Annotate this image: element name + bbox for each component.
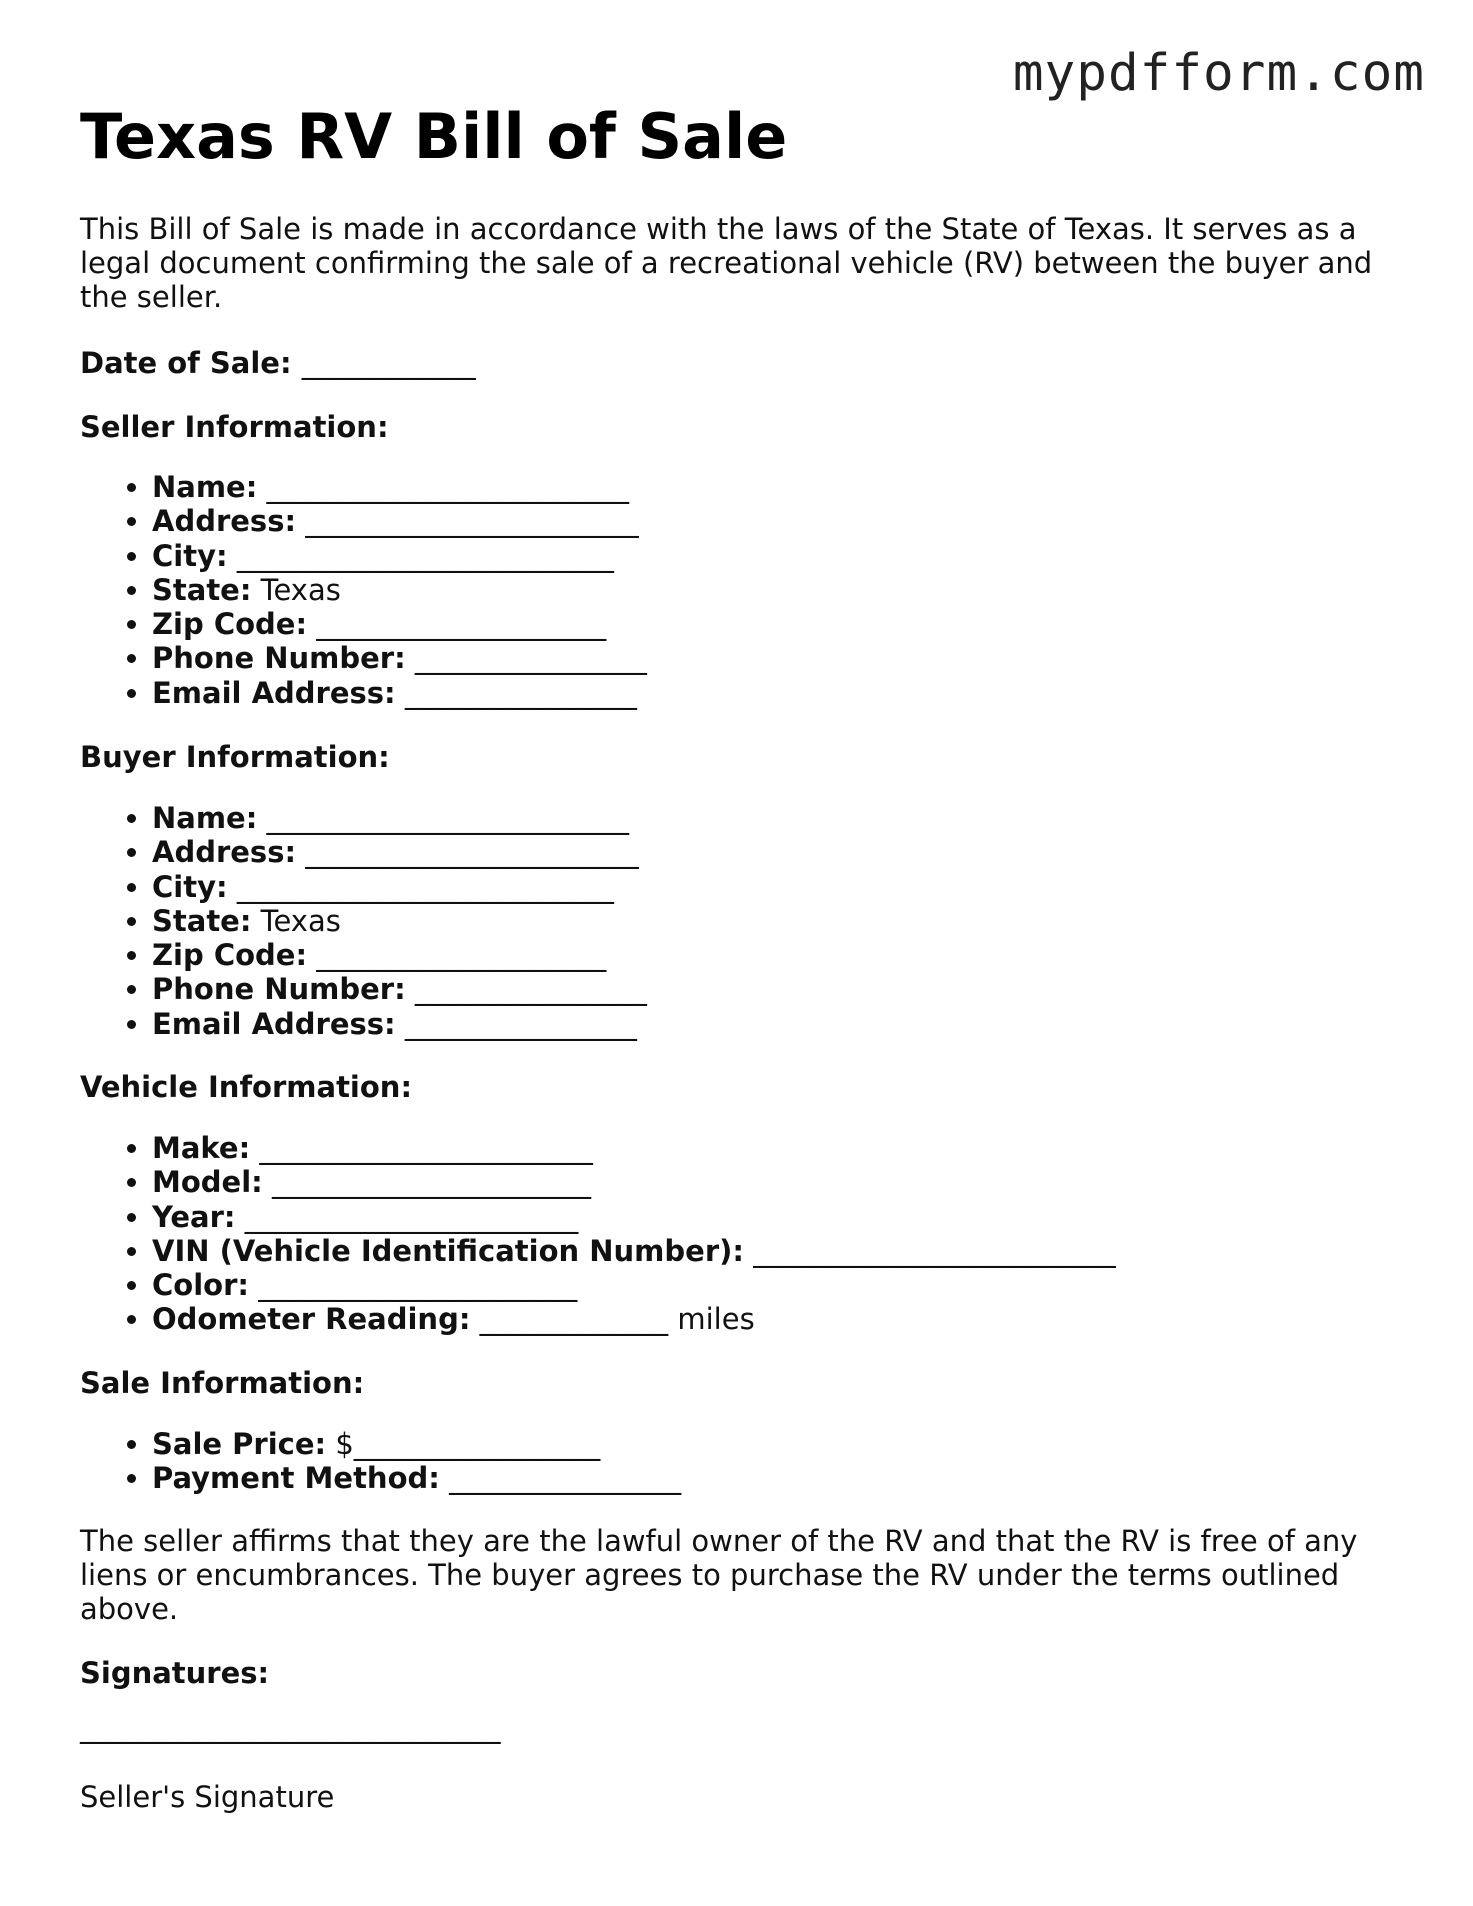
field-label: Phone Number: xyxy=(152,641,406,676)
field-label: Model: xyxy=(152,1165,263,1200)
list-item xyxy=(152,1234,1116,1268)
seller-heading: Seller Information: xyxy=(80,410,389,444)
list-item xyxy=(152,539,647,573)
field-label: Address: xyxy=(152,835,297,870)
seller-city-blank[interactable]: __________________________ xyxy=(236,538,614,573)
seller-state-value: Texas xyxy=(260,572,341,607)
field-label: Odometer Reading: xyxy=(152,1302,471,1337)
list-item xyxy=(152,801,647,835)
vehicle-model-blank[interactable]: ______________________ xyxy=(271,1165,591,1200)
sale-price-blank[interactable]: $_________________ xyxy=(335,1427,601,1461)
field-label: Email Address: xyxy=(152,1006,396,1041)
buyer-phone-blank[interactable]: ________________ xyxy=(414,972,647,1007)
vehicle-make-blank[interactable]: _______________________ xyxy=(259,1131,593,1165)
list-item xyxy=(152,870,647,904)
list-item xyxy=(152,1200,1116,1234)
intro-paragraph: This Bill of Sale is made in accordance with the laws of the State of Texas. It serves as a legal document confirming the sale of a recreational vehicle (RV) between the buyer and the seller. xyxy=(80,212,1373,314)
field-label: Zip Code: xyxy=(152,938,308,973)
seller-signature-line[interactable]: _____________________________ xyxy=(80,1710,501,1744)
list-item xyxy=(152,835,647,869)
buyer-zip-blank[interactable]: ____________________ xyxy=(316,938,607,973)
vehicle-year-blank[interactable]: _______________________ xyxy=(244,1199,579,1234)
seller-signature-label: Seller's Signature xyxy=(80,1780,335,1814)
buyer-email-blank[interactable]: ________________ xyxy=(404,1006,637,1041)
field-label: Zip Code: xyxy=(152,607,308,642)
seller-zip-blank[interactable]: ____________________ xyxy=(316,607,607,642)
field-label: Name: xyxy=(152,470,258,504)
list-item xyxy=(152,1165,1116,1199)
field-label: VIN (Vehicle Identification Number): xyxy=(152,1233,744,1268)
field-label: Address: xyxy=(152,504,297,539)
vehicle-heading: Vehicle Information: xyxy=(80,1070,413,1104)
buyer-heading: Buyer Information: xyxy=(80,740,390,774)
field-label: City: xyxy=(152,538,228,573)
list-item xyxy=(152,1302,1116,1336)
list-item xyxy=(152,573,647,607)
field-label: Year: xyxy=(152,1199,236,1234)
field-label: Name: xyxy=(152,801,258,835)
seller-email-blank[interactable]: ________________ xyxy=(404,675,637,710)
field-label: Sale Price: xyxy=(152,1427,327,1461)
field-label: Email Address: xyxy=(152,675,396,710)
buyer-state-value: Texas xyxy=(260,903,341,938)
seller-name-blank[interactable]: _________________________ xyxy=(266,470,630,504)
buyer-name-blank[interactable]: _________________________ xyxy=(266,801,630,835)
sale-field-list xyxy=(80,1427,681,1496)
field-label: State: xyxy=(152,903,252,938)
field-label: State: xyxy=(152,572,252,607)
list-item xyxy=(152,1268,1116,1302)
list-item xyxy=(152,1427,681,1461)
field-label: City: xyxy=(152,869,228,904)
date-of-sale-label: Date of Sale: xyxy=(80,346,292,380)
date-of-sale-line xyxy=(80,346,476,380)
page-title: Texas RV Bill of Sale xyxy=(80,100,788,173)
list-item xyxy=(152,904,647,938)
list-item xyxy=(152,1007,647,1041)
list-item xyxy=(152,607,647,641)
seller-phone-blank[interactable]: ________________ xyxy=(414,641,647,676)
field-label: Payment Method: xyxy=(152,1461,440,1496)
vehicle-odometer-blank[interactable]: _____________ miles xyxy=(479,1302,755,1337)
date-of-sale-blank[interactable]: ____________ xyxy=(301,346,476,380)
sale-heading: Sale Information: xyxy=(80,1366,365,1400)
buyer-field-list xyxy=(80,801,647,1041)
seller-field-list xyxy=(80,470,647,710)
list-item xyxy=(152,972,647,1006)
field-label: Make: xyxy=(152,1131,251,1165)
field-label: Phone Number: xyxy=(152,972,406,1007)
list-item xyxy=(152,938,647,972)
payment-method-blank[interactable]: ________________ xyxy=(449,1461,682,1496)
list-item xyxy=(152,504,647,538)
list-item xyxy=(152,676,647,710)
signatures-heading: Signatures: xyxy=(80,1656,270,1690)
list-item xyxy=(152,1131,1116,1165)
closing-paragraph: The seller affirms that they are the lawful owner of the RV and that the RV is free of any liens or encumbrances. The buyer agrees to purchase the RV under the terms outlined above. xyxy=(80,1524,1358,1626)
buyer-address-blank[interactable]: _______________________ xyxy=(305,835,639,870)
list-item xyxy=(152,641,647,675)
buyer-city-blank[interactable]: __________________________ xyxy=(236,869,614,904)
list-item xyxy=(152,470,647,504)
watermark-logo: mypdfform.com xyxy=(1012,44,1425,103)
vehicle-vin-blank[interactable]: _________________________ xyxy=(753,1233,1116,1268)
list-item xyxy=(152,1461,681,1495)
seller-address-blank[interactable]: _______________________ xyxy=(305,504,639,539)
field-label: Color: xyxy=(152,1268,249,1303)
vehicle-color-blank[interactable]: ______________________ xyxy=(258,1268,578,1303)
vehicle-field-list xyxy=(80,1131,1116,1337)
